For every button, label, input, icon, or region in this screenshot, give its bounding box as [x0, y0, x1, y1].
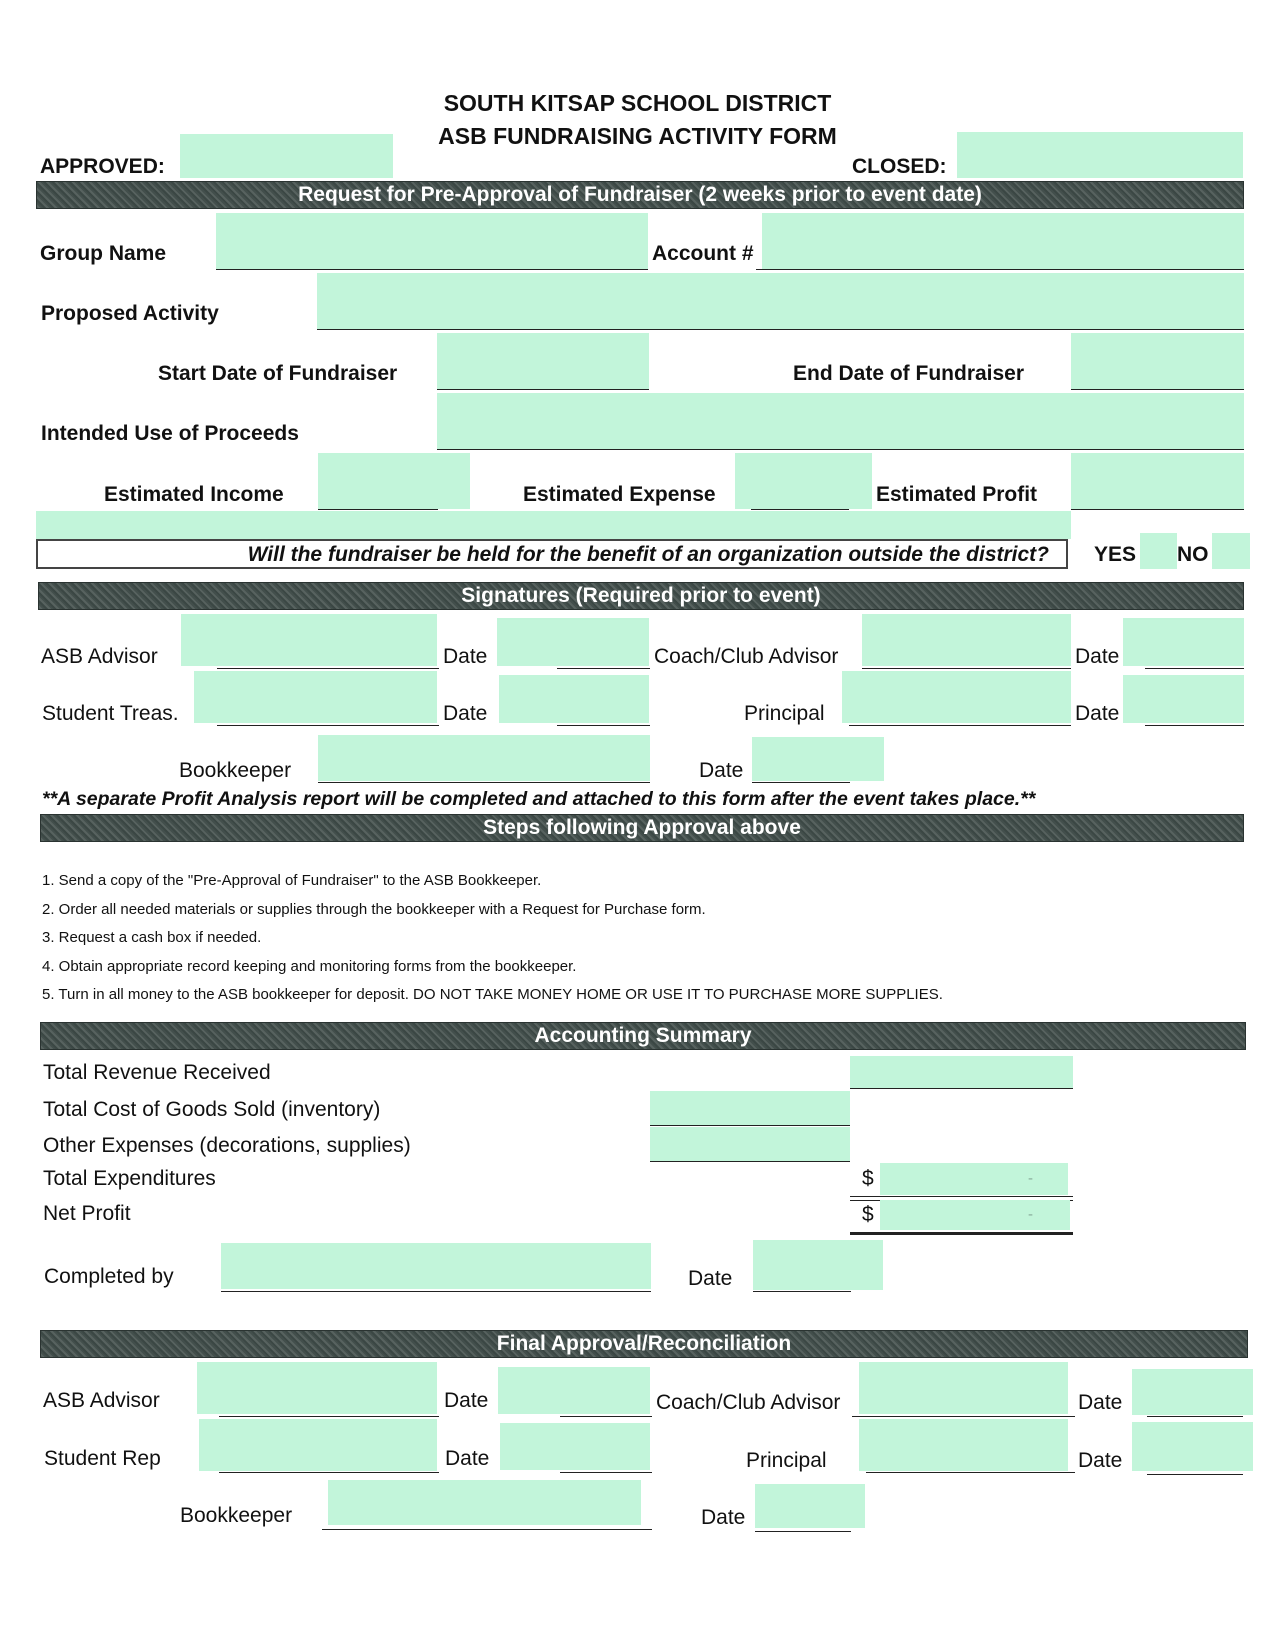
outside-org-question: Will the fundraiser be held for the benefit of an organization outside the district? — [247, 543, 1049, 566]
net-profit-field[interactable] — [880, 1200, 1070, 1230]
sig-bookkeeper-date-field[interactable] — [752, 737, 884, 781]
sig-asb-advisor-label: ASB Advisor — [41, 645, 158, 668]
total-expenditures-label: Total Expenditures — [43, 1167, 216, 1190]
steps-list — [42, 872, 943, 1015]
est-expense-underline — [751, 509, 849, 510]
end-date-underline — [1071, 389, 1244, 390]
sig-asb-date-field[interactable] — [497, 618, 649, 666]
completed-date-underline — [753, 1291, 851, 1292]
est-expense-label: Estimated Expense — [523, 483, 716, 506]
completed-by-field[interactable] — [221, 1243, 651, 1289]
start-date-label: Start Date of Fundraiser — [158, 362, 398, 385]
final-principal-date-label: Date — [1078, 1449, 1123, 1472]
final-asb-date-label: Date — [444, 1389, 489, 1412]
sig-coach-date-field[interactable] — [1123, 618, 1244, 666]
sig-coach-underline — [862, 668, 1071, 669]
sig-asb-advisor-field[interactable] — [181, 614, 437, 666]
approved-field[interactable] — [180, 134, 393, 178]
sig-asb-date-underline — [557, 668, 650, 669]
group-name-underline — [216, 269, 648, 270]
yes-label: YES — [1094, 543, 1137, 566]
end-date-field[interactable] — [1071, 333, 1244, 389]
cogs-field[interactable] — [650, 1091, 850, 1125]
final-bookkeeper-date-field[interactable] — [755, 1484, 865, 1528]
net-profit-underline — [850, 1232, 1073, 1235]
completed-by-label: Completed by — [44, 1265, 174, 1288]
est-expense-field[interactable] — [735, 453, 872, 509]
closed-field[interactable] — [957, 132, 1243, 178]
total-revenue-label: Total Revenue Received — [43, 1061, 271, 1084]
completed-date-label: Date — [688, 1267, 733, 1290]
final-coach-label: Coach/Club Advisor — [656, 1391, 841, 1414]
sig-asb-advisor-underline — [217, 668, 439, 669]
preapproval-bar-text: Request for Pre-Approval of Fundraiser (2 weeks prior to event date) — [298, 183, 982, 206]
other-expenses-underline — [650, 1161, 850, 1162]
final-student-rep-underline — [219, 1472, 439, 1473]
group-name-label: Group Name — [40, 242, 167, 265]
final-principal-field[interactable] — [859, 1419, 1068, 1471]
end-date-label: End Date of Fundraiser — [793, 362, 1025, 385]
final-principal-label: Principal — [746, 1449, 827, 1472]
cogs-label: Total Cost of Goods Sold (inventory) — [43, 1098, 381, 1121]
final-student-rep-label: Student Rep — [44, 1447, 161, 1470]
final-coach-date-field[interactable] — [1132, 1369, 1253, 1415]
sig-asb-date-label: Date — [443, 645, 488, 668]
completed-by-underline — [221, 1291, 651, 1292]
net-profit-label: Net Profit — [43, 1202, 131, 1225]
accounting-bar-text: Accounting Summary — [534, 1024, 752, 1047]
sig-principal-date-label: Date — [1075, 702, 1120, 725]
sig-bookkeeper-date-underline — [752, 782, 850, 783]
proposed-activity-underline — [317, 329, 1244, 330]
intended-use-label: Intended Use of Proceeds — [41, 422, 299, 445]
final-asb-date-underline — [560, 1416, 652, 1417]
total-revenue-underline — [850, 1088, 1073, 1089]
net-profit-dollar: $ — [862, 1203, 874, 1226]
sig-treas-date-label: Date — [443, 702, 488, 725]
sig-coach-field[interactable] — [862, 614, 1071, 666]
sig-bookkeeper-underline — [318, 782, 650, 783]
est-profit-field[interactable] — [1071, 453, 1244, 509]
step-item: 1. Send a copy of the "Pre-Approval of Fundraiser" to the ASB Bookkeeper. — [42, 872, 542, 889]
final-bookkeeper-field[interactable] — [328, 1480, 641, 1525]
group-name-field[interactable] — [216, 213, 648, 269]
sig-student-treas-underline — [217, 725, 439, 726]
final-asb-date-field[interactable] — [498, 1367, 650, 1414]
district-title: SOUTH KITSAP SCHOOL DISTRICT — [443, 90, 832, 116]
total-expenditures-dash: - — [1028, 1170, 1033, 1187]
other-expenses-label: Other Expenses (decorations, supplies) — [43, 1134, 411, 1157]
cogs-underline — [650, 1125, 850, 1126]
signatures-bar-text: Signatures (Required prior to event) — [461, 584, 821, 607]
final-asb-advisor-underline — [219, 1416, 439, 1417]
intended-use-underline — [437, 449, 1244, 450]
est-income-underline — [318, 509, 438, 510]
sig-bookkeeper-date-label: Date — [699, 759, 744, 782]
steps-bar-text: Steps following Approval above — [483, 816, 801, 839]
final-asb-advisor-label: ASB Advisor — [43, 1389, 160, 1412]
total-expenditures-dollar: $ — [862, 1167, 874, 1190]
account-field[interactable] — [762, 213, 1244, 269]
green-strip — [36, 511, 1071, 539]
final-student-rep-field[interactable] — [199, 1419, 437, 1471]
sig-coach-label: Coach/Club Advisor — [654, 645, 839, 668]
closed-label: CLOSED: — [852, 155, 947, 178]
est-profit-label: Estimated Profit — [876, 483, 1038, 506]
total-revenue-field[interactable] — [850, 1056, 1073, 1088]
net-profit-dash: - — [1028, 1206, 1033, 1223]
final-bookkeeper-date-underline — [755, 1531, 851, 1532]
step-item: 5. Turn in all money to the ASB bookkeeper for deposit. DO NOT TAKE MONEY HOME OR USE IT TO PURCHASE MORE SUPPLIES. — [42, 986, 943, 1003]
accounting-bar — [40, 1022, 1246, 1050]
profit-analysis-note: **A separate Profit Analysis report will be completed and attached to this form after the event takes place.** — [42, 788, 1036, 810]
sig-bookkeeper-field[interactable] — [318, 735, 650, 781]
final-asb-advisor-field[interactable] — [197, 1362, 437, 1414]
other-expenses-field[interactable] — [650, 1127, 850, 1161]
final-rep-date-field[interactable] — [500, 1423, 650, 1470]
sig-principal-label: Principal — [744, 702, 825, 725]
no-label: NO — [1177, 543, 1209, 566]
final-approval-bar — [40, 1330, 1248, 1358]
final-coach-date-underline — [1147, 1416, 1243, 1417]
final-principal-date-underline — [1147, 1474, 1243, 1475]
yes-checkbox[interactable] — [1140, 533, 1177, 569]
sig-treas-date-field[interactable] — [499, 675, 649, 723]
preapproval-bar — [36, 181, 1244, 209]
final-principal-date-field[interactable] — [1132, 1422, 1253, 1471]
sig-principal-underline — [849, 725, 1071, 726]
sig-coach-date-underline — [1145, 668, 1244, 669]
final-bookkeeper-underline — [322, 1529, 652, 1530]
proposed-activity-field[interactable] — [317, 273, 1244, 329]
final-approval-bar-text: Final Approval/Reconciliation — [496, 1332, 792, 1355]
est-income-label: Estimated Income — [104, 483, 284, 506]
sig-principal-field[interactable] — [842, 671, 1071, 723]
intended-use-field[interactable] — [437, 393, 1244, 449]
completed-date-field[interactable] — [753, 1240, 883, 1290]
start-date-field[interactable] — [437, 333, 649, 389]
sig-student-treas-field[interactable] — [194, 671, 437, 723]
final-principal-underline — [866, 1472, 1075, 1473]
no-checkbox[interactable] — [1212, 533, 1250, 569]
steps-bar — [40, 814, 1244, 842]
final-bookkeeper-label: Bookkeeper — [180, 1504, 293, 1527]
start-date-underline — [437, 389, 649, 390]
signatures-bar — [38, 582, 1244, 610]
account-label: Account # — [652, 242, 754, 265]
final-coach-field[interactable] — [859, 1362, 1068, 1414]
sig-bookkeeper-label: Bookkeeper — [179, 759, 292, 782]
est-profit-underline — [1071, 509, 1244, 510]
sig-student-treas-label: Student Treas. — [42, 702, 179, 725]
final-bookkeeper-date-label: Date — [701, 1506, 746, 1529]
step-item: 3. Request a cash box if needed. — [42, 929, 262, 946]
est-income-field[interactable] — [318, 453, 470, 509]
proposed-activity-label: Proposed Activity — [41, 302, 219, 325]
final-coach-underline — [852, 1416, 1075, 1417]
sig-principal-date-underline — [1145, 725, 1244, 726]
form-title: ASB FUNDRAISING ACTIVITY FORM — [438, 123, 837, 149]
final-rep-date-underline — [560, 1472, 652, 1473]
sig-coach-date-label: Date — [1075, 645, 1120, 668]
approved-label: APPROVED: — [40, 155, 165, 178]
total-expenditures-field[interactable] — [880, 1163, 1068, 1195]
sig-principal-date-field[interactable] — [1123, 675, 1244, 723]
account-underline — [756, 269, 1244, 270]
final-coach-date-label: Date — [1078, 1391, 1123, 1414]
step-item: 4. Obtain appropriate record keeping and monitoring forms from the bookkeeper. — [42, 957, 577, 975]
sig-treas-date-underline — [557, 725, 650, 726]
step-item: 2. Order all needed materials or supplies through the bookkeeper with a Request for Purchase form. — [42, 900, 706, 918]
final-rep-date-label: Date — [445, 1447, 490, 1470]
